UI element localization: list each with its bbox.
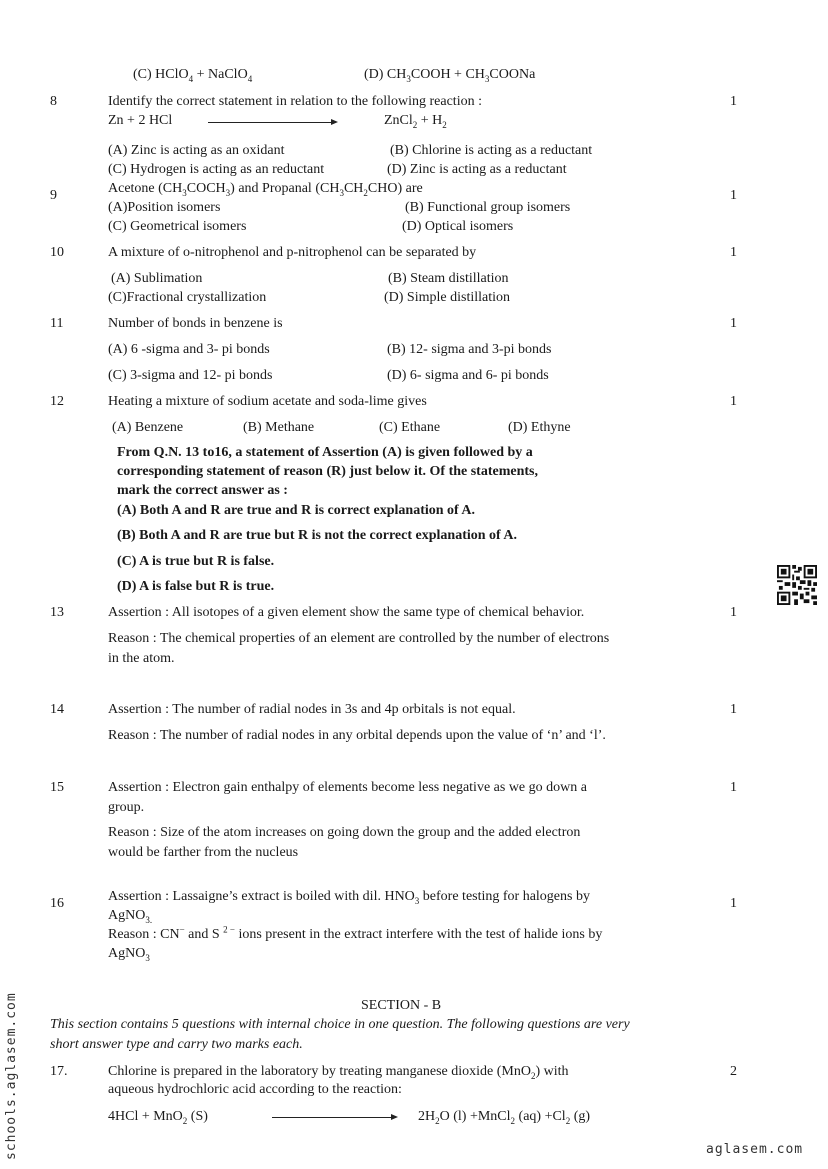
q9-option-c: (C) Geometrical isomers: [108, 219, 247, 234]
q16-number: 16: [50, 896, 64, 911]
q9-option-a: (A)Position isomers: [108, 200, 221, 215]
q8-option-c: (C) Hydrogen is acting as an reductant: [108, 162, 325, 177]
q14-marks: 1: [730, 702, 737, 717]
q12-option-c: (C) Ethane: [379, 420, 441, 435]
instructions-line-2: corresponding statement of reason (R) just below it. Of the statements,: [117, 464, 538, 479]
side-watermark: schools.aglasem.com: [4, 992, 19, 1160]
q17-reactants: 4HCl + MnO$_2$ (S): [108, 1109, 208, 1126]
q16-marks: 1: [730, 896, 737, 911]
q10-marks: 1: [730, 245, 737, 260]
q9-stem: Acetone $(CH_3COCH_3)$ and Propanal $(CH_3CH_2CHO)$ are: [108, 181, 423, 198]
q12-number: 12: [50, 394, 64, 409]
q12-stem: Heating a mixture of sodium acetate and soda-lime gives: [108, 394, 427, 409]
q15-number: 15: [50, 780, 64, 795]
q11-option-d: (D) 6- sigma and 6- pi bonds: [387, 368, 549, 383]
section-b-heading: SECTION - B: [361, 998, 442, 1013]
q13-marks: 1: [730, 605, 737, 620]
q11-option-c: (C) 3-sigma and 12- pi bonds: [108, 368, 273, 383]
q16-assertion-line-1: Assertion : Lassaigne’s extract is boiled with dil. $HNO_3$ before testing for halogens by: [108, 889, 590, 906]
q15-reason-line-2: would be farther from the nucleus: [108, 845, 299, 860]
q16-reason-line-1: Reason : CN− and S $^{2 -}$ ions present in the extract interfere with the test of halide ions by: [108, 924, 603, 942]
instructions-option-d: (D) A is false but R is true.: [117, 579, 275, 594]
q10-option-c: (C)Fractional crystallization: [108, 290, 267, 305]
q8-option-d: (D) Zinc is acting as a reductant: [387, 162, 567, 177]
q11-marks: 1: [730, 316, 737, 331]
q15-marks: 1: [730, 780, 737, 795]
q10-option-b: (B) Steam distillation: [388, 271, 509, 286]
q9-option-b: (B) Functional group isomers: [405, 200, 571, 215]
q8-option-a: (A) Zinc is acting as an oxidant: [108, 143, 285, 158]
q14-reason: Reason : The number of radial nodes in any orbital depends upon the value of ‘n’ and ‘l’.: [108, 728, 606, 743]
bottom-watermark: aglasem.com: [706, 1142, 804, 1157]
q16-reason-line-2: AgNO$_3$: [108, 946, 150, 963]
q8-stem: Identify the correct statement in relation to the following reaction :: [108, 94, 482, 109]
q9-number: 9: [50, 188, 57, 203]
qr-code-icon: [777, 565, 817, 605]
q7-option-c: (C) HClO$_4$ + NaClO$_4$: [133, 67, 253, 84]
q8-marks: 1: [730, 94, 737, 109]
q17-stem-line-1: Chlorine is prepared in the laboratory by treating manganese dioxide (MnO$_2$) with: [108, 1064, 569, 1081]
q10-number: 10: [50, 245, 64, 260]
q10-option-d: (D) Simple distillation: [384, 290, 510, 305]
q8-products: ZnCl$_2$ + $H_2$: [384, 113, 447, 130]
q10-stem: A mixture of o-nitrophenol and p-nitrophenol can be separated by: [108, 245, 477, 260]
q15-assertion-line-2: group.: [108, 800, 145, 815]
q12-option-b: (B) Methane: [243, 420, 315, 435]
instructions-line-3: mark the correct answer as :: [117, 483, 288, 498]
q16-assertion-line-2: AgNO$_{3.}$: [108, 908, 153, 925]
q11-number: 11: [50, 316, 64, 331]
q14-assertion: Assertion : The number of radial nodes in 3s and 4p orbitals is not equal.: [108, 702, 516, 717]
instructions-option-c: (C) A is true but R is false.: [117, 554, 275, 569]
q13-reason-line-2: in the atom.: [108, 651, 175, 666]
q12-marks: 1: [730, 394, 737, 409]
instructions-option-b: (B) Both A and R are true but R is not the correct explanation of A.: [117, 528, 518, 543]
q17-stem-line-2: aqueous hydrochloric acid according to the reaction:: [108, 1082, 402, 1097]
q10-option-a: (A) Sublimation: [111, 271, 203, 286]
q12-option-d: (D) Ethyne: [508, 420, 571, 435]
instructions-option-a: (A) Both A and R are true and R is correct explanation of A.: [117, 503, 476, 518]
q11-stem: Number of bonds in benzene is: [108, 316, 283, 331]
section-b-description-line-2: short answer type and carry two marks each.: [50, 1037, 303, 1052]
q17-marks: 2: [730, 1064, 737, 1079]
q7-option-d: (D) $CH_3COOH$ + $CH_3COONa$: [364, 67, 536, 84]
q8-number: 8: [50, 94, 57, 109]
instructions-line-1: From Q.N. 13 to16, a statement of Assertion (A) is given followed by a: [117, 445, 533, 460]
q15-assertion-line-1: Assertion : Electron gain enthalpy of elements become less negative as we go down a: [108, 780, 587, 795]
q13-number: 13: [50, 605, 64, 620]
q14-number: 14: [50, 702, 64, 717]
reaction-arrow: [208, 122, 332, 123]
reaction-arrow: [272, 1117, 392, 1118]
section-b-description-line-1: This section contains 5 questions with internal choice in one question. The following questions are very: [50, 1017, 630, 1032]
q9-option-d: (D) Optical isomers: [402, 219, 514, 234]
q11-option-b: (B) 12- sigma and 3-pi bonds: [387, 342, 552, 357]
q8-option-b: (B) Chlorine is acting as a reductant: [390, 143, 593, 158]
q9-marks: 1: [730, 188, 737, 203]
q13-reason-line-1: Reason : The chemical properties of an element are controlled by the number of electrons: [108, 631, 610, 646]
q15-reason-line-1: Reason : Size of the atom increases on going down the group and the added electron: [108, 825, 581, 840]
q12-option-a: (A) Benzene: [112, 420, 184, 435]
q11-option-a: (A) 6 -sigma and 3- pi bonds: [108, 342, 270, 357]
q17-products: $2H_2O$ (l) +MnCl$_2$ $(aq) +Cl_2$ (g): [418, 1109, 591, 1126]
q13-assertion: Assertion : All isotopes of a given element show the same type of chemical behavior.: [108, 605, 585, 620]
q8-reactants: Zn + 2 HCl: [108, 113, 173, 128]
q17-number: 17.: [50, 1064, 68, 1079]
